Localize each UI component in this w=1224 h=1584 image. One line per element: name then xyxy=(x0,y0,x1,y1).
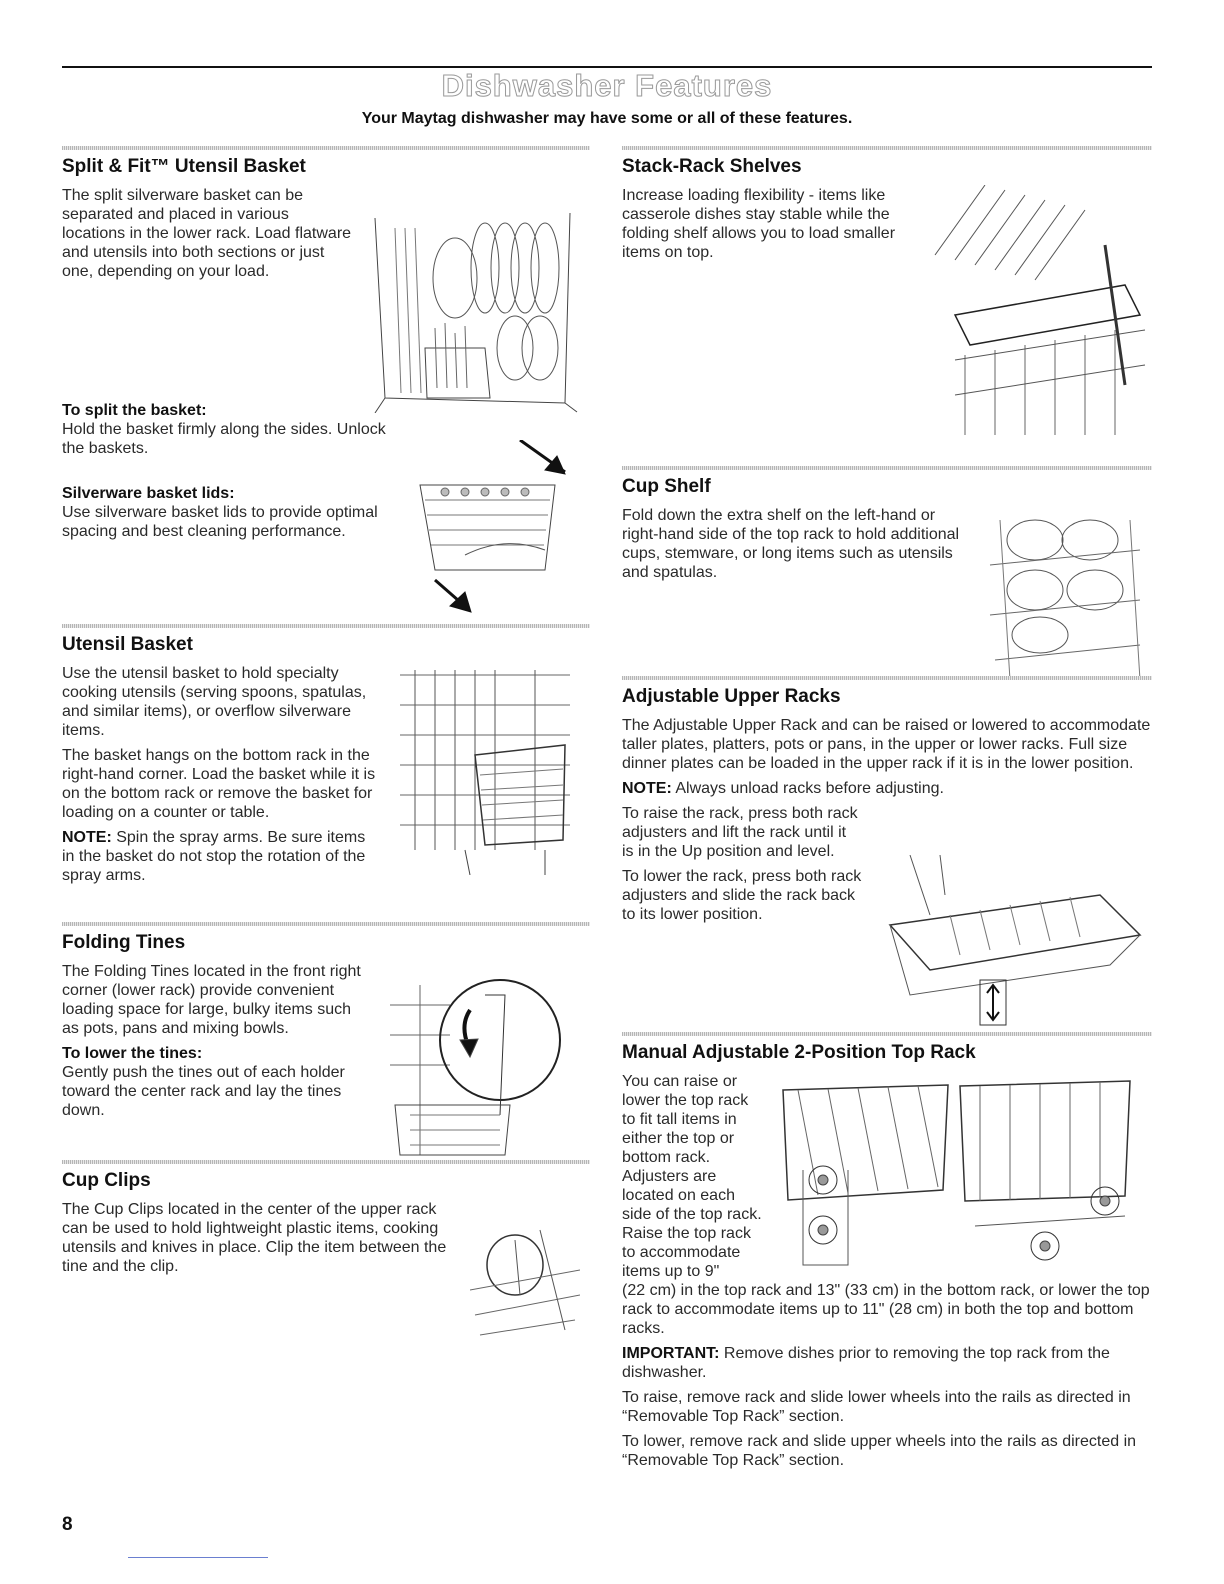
utensil-basket-p1: Use the utensil basket to hold specialty cooking utensils (serving spoons, spatulas, and similar items), or overflow silverware items. xyxy=(62,665,367,739)
section-divider xyxy=(622,1032,1152,1036)
lower-tines-body: Gently push the tines out of each holder toward the center rack and lay the tines down. xyxy=(62,1064,345,1119)
section-heading: Split & Fit™ Utensil Basket xyxy=(62,156,306,177)
note-label: NOTE: xyxy=(622,780,672,797)
manual-lower-text: To lower, remove rack and slide upper wheels into the rails as directed in “Removable Top Rack” section. xyxy=(622,1433,1137,1469)
section-heading: Stack-Rack Shelves xyxy=(622,156,802,177)
section-divider xyxy=(62,922,590,926)
section-heading: Cup Shelf xyxy=(622,476,711,497)
section-divider xyxy=(62,1160,590,1164)
section-heading: Utensil Basket xyxy=(62,634,193,655)
stack-rack-illustration xyxy=(925,185,1150,440)
top-rack-adjuster-illustration-left xyxy=(778,1080,953,1270)
section-heading: Adjustable Upper Racks xyxy=(622,686,841,707)
split-basket-rack-illustration xyxy=(365,198,580,413)
important-body: Remove dishes prior to removing the top rack from the dishwasher. xyxy=(622,1345,1110,1381)
section-divider xyxy=(622,466,1152,470)
note-body: Spin the spray arms. Be sure items in the basket do not stop the rotation of the spray arms. xyxy=(62,829,366,884)
split-basket-body: Hold the basket firmly along the sides. Unlock the baskets. xyxy=(62,421,386,457)
raise-rack-text: To raise the rack, press both rack adjusters and lift the rack until it is in the Up position and level. xyxy=(622,805,858,860)
note-label: NOTE: xyxy=(62,829,112,846)
manual-raise-text: To raise, remove rack and slide lower wheels into the rails as directed in “Removable Top Rack” section. xyxy=(622,1389,1131,1425)
utensil-basket-p2: The basket hangs on the bottom rack in the right-hand corner. Load the basket while it is on the bottom rack or remove the basket for loading on a counter or table. xyxy=(62,747,376,821)
top-rack-adjuster-illustration-right xyxy=(955,1076,1135,1266)
lids-body: Use silverware basket lids to provide optimal spacing and best cleaning performance. xyxy=(62,504,378,540)
folding-tines-body: The Folding Tines located in the front right corner (lower rack) provide convenient loading space for large, bulky items such as pots, pans and mixing bowls. xyxy=(62,963,361,1037)
section-divider xyxy=(62,624,590,628)
section-divider xyxy=(62,146,590,150)
lower-rack-text: To lower the rack, press both rack adjusters and slide the rack back to its lower position. xyxy=(622,868,862,923)
manual-adjustable-p1: You can raise or lower the top rack to fit tall items in either the top or bottom rack. Adjusters are located on each side of the top rack. Raise the top rack to accommodate items up to 9" xyxy=(622,1073,762,1280)
page-number: 8 xyxy=(62,1514,73,1535)
folding-tines-illustration xyxy=(390,965,565,1160)
section-divider xyxy=(622,676,1152,680)
page-subtitle: Your Maytag dishwasher may have some or all of these features. xyxy=(361,110,853,127)
section-heading: Cup Clips xyxy=(62,1170,151,1191)
adjustable-rack-illustration xyxy=(870,855,1150,1030)
cup-clips-illustration xyxy=(470,1220,580,1340)
lids-label: Silverware basket lids: xyxy=(62,485,235,502)
cup-clips-body: The Cup Clips located in the center of the upper rack can be used to hold lightweight plastic items, cooking utensils and knives in place. Clip the item between the tine and the clip. xyxy=(62,1201,447,1275)
section-heading: Folding Tines xyxy=(62,932,186,953)
section-divider xyxy=(622,146,1152,150)
footer-line xyxy=(128,1557,268,1558)
basket-split-illustration xyxy=(405,440,590,615)
stack-rack-body: Increase loading flexibility - items like casserole dishes stay stable while the folding shelf allows you to load smaller items on top. xyxy=(622,187,896,261)
page-title: Dishwasher Features xyxy=(441,68,773,103)
cup-shelf-illustration xyxy=(980,510,1150,685)
important-label: IMPORTANT: xyxy=(622,1345,720,1362)
manual-adjustable-p1-cont: (22 cm) in the top rack and 13" (33 cm) in the bottom rack, or lower the top rack to accommodate items up to 11" (28 cm) in both the top and bottom racks. xyxy=(622,1282,1150,1337)
utensil-basket-illustration xyxy=(395,665,580,875)
split-fit-body: The split silverware basket can be separated and placed in various locations in the lower rack. Load flatware and utensils into both sections or just one, depending on your load. xyxy=(62,187,352,280)
adjustable-upper-p1: The Adjustable Upper Rack and can be raised or lowered to accommodate taller plates, platters, pots or pans, in the upper or lower racks. Full size dinner plates can be loaded in the upper rack if it is in the lower position. xyxy=(622,717,1151,772)
section-heading: Manual Adjustable 2-Position Top Rack xyxy=(622,1042,976,1063)
lower-tines-label: To lower the tines: xyxy=(62,1045,203,1062)
note-body: Always unload racks before adjusting. xyxy=(675,780,944,797)
cup-shelf-body: Fold down the extra shelf on the left-hand or right-hand side of the top rack to hold additional cups, stemware, or long items such as utensils and spatulas. xyxy=(622,507,960,581)
split-basket-label: To split the basket: xyxy=(62,402,207,419)
